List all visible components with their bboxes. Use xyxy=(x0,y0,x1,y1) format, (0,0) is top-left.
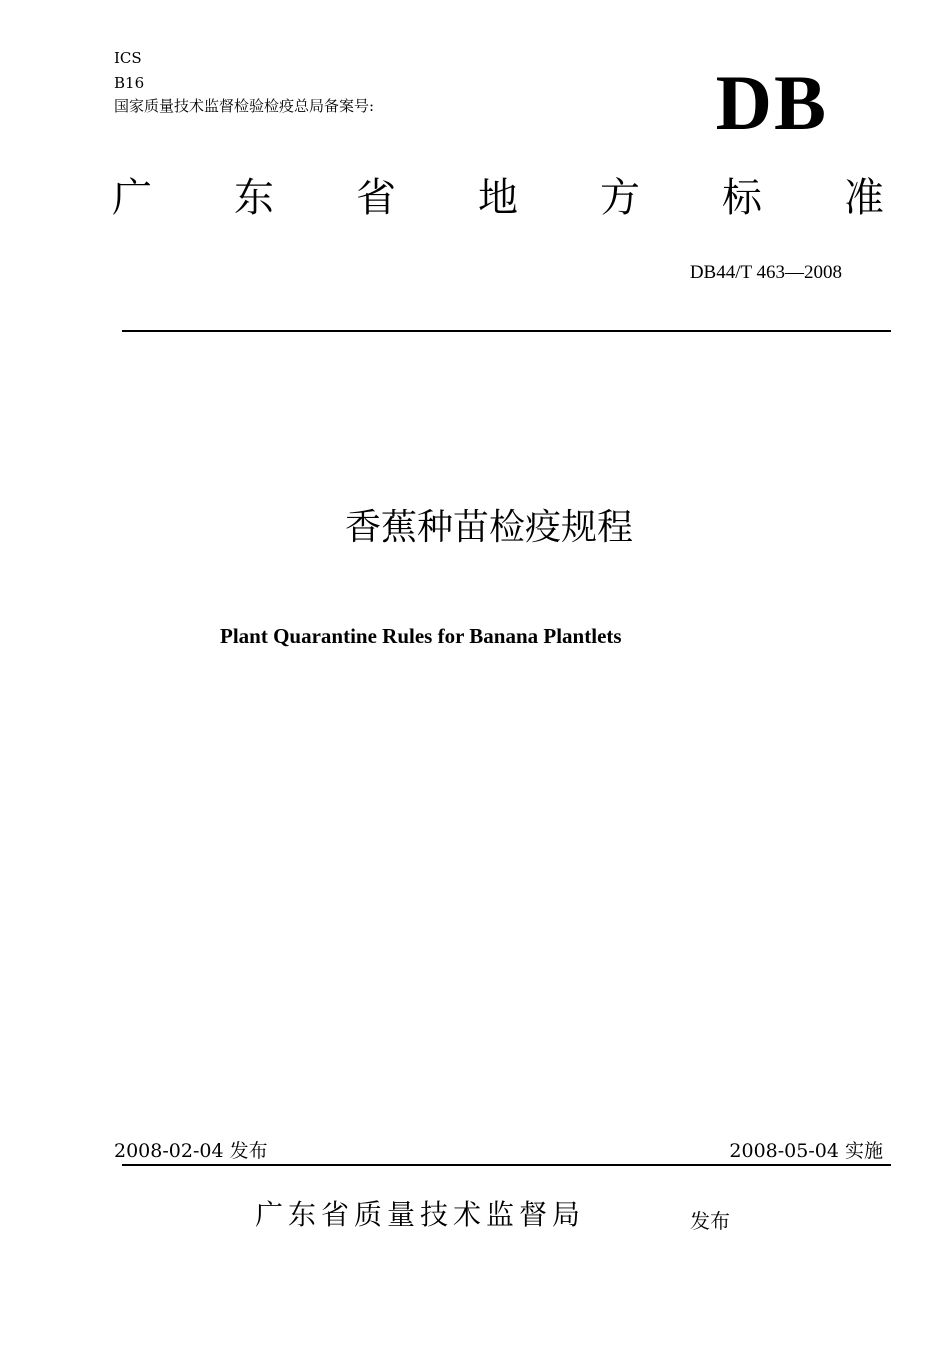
db-logo: DB xyxy=(715,59,828,146)
standard-type-char: 标 xyxy=(722,175,762,221)
classification-code: B16 xyxy=(114,74,145,92)
ics-code: ICS xyxy=(114,49,142,67)
standard-type-char: 东 xyxy=(234,175,274,221)
standard-type-char: 准 xyxy=(844,175,884,221)
publish-label: 发布 xyxy=(690,1209,730,1233)
implementation-date: 2008-05-04 实施 xyxy=(729,1140,883,1162)
publisher-name: 广东省质量技术监督局 xyxy=(255,1198,586,1231)
document-title-en: Plant Quarantine Rules for Banana Plantlets xyxy=(220,624,622,648)
standard-type-char: 省 xyxy=(356,175,396,221)
issue-date: 2008-02-04 发布 xyxy=(114,1140,268,1162)
top-divider xyxy=(122,330,891,332)
standard-type-char: 地 xyxy=(478,175,518,221)
bottom-divider xyxy=(122,1164,891,1166)
filing-number-label: 国家质量技术监督检验检疫总局备案号: xyxy=(114,97,375,115)
standard-number: DB44/T 463—2008 xyxy=(689,262,842,283)
standard-type-char: 方 xyxy=(600,175,640,221)
standard-type-heading xyxy=(112,175,884,221)
standard-type-char: 广 xyxy=(112,175,152,221)
document-title-cn: 香蕉种苗检疫规程 xyxy=(344,507,633,548)
